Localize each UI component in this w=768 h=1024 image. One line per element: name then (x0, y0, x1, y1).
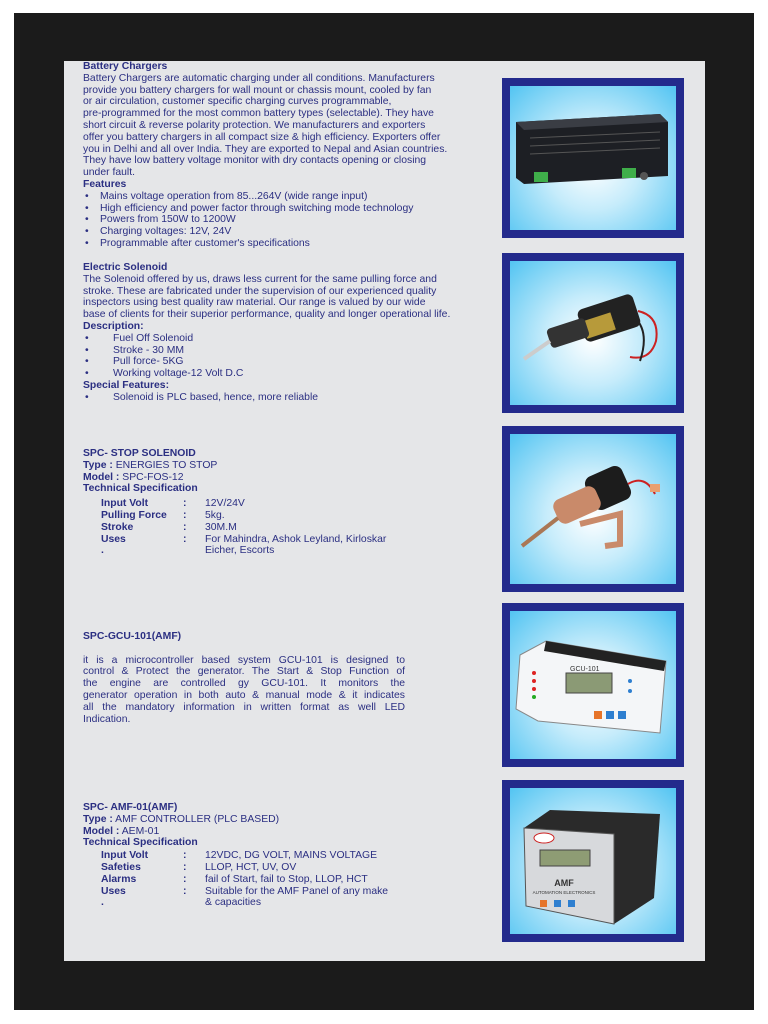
battery-line: offer you battery chargers in all compact size & high efficiency. Exporters offer (83, 131, 441, 143)
gcu-line: Indication. (83, 713, 131, 725)
spec-row: Pulling Force : 5kg. (101, 509, 225, 521)
model-label: Model : (83, 471, 120, 483)
gcu-title: SPC-GCU-101(AMF) (83, 631, 182, 642)
gcu-line: it is a microcontroller based system GCU-101 is designed to (83, 654, 405, 666)
model-label: Model : (83, 825, 120, 837)
amf-panel-sub: AUTOMATION ELECTRONICS (532, 890, 596, 895)
spec-row-continued: . & capacities (101, 897, 262, 909)
description-title: Description: (83, 320, 144, 332)
stop-solenoid-title: SPC- STOP SOLENOID (83, 448, 196, 459)
battery-section (83, 61, 498, 250)
gcu-line: generator operation in both auto & manual mode & it indicates (83, 689, 405, 701)
gcu-line: control & Protect the generator. The Start & Stop Function of (83, 666, 405, 678)
amf-panel-brand: AMF (554, 878, 574, 888)
description-list (83, 333, 498, 380)
list-item: • Solenoid is PLC based, hence, more reliable (83, 392, 498, 404)
list-item: • Programmable after customer's specifications (83, 238, 498, 250)
list-item: • Charging voltages: 12V, 24V (83, 226, 498, 238)
list-item: • Working voltage-12 Volt D.C (83, 368, 498, 380)
spec-row: Safeties : LLOP, HCT, UV, OV (101, 861, 297, 873)
gcu-101-photo (502, 603, 684, 767)
battery-line: you in Delhi and all over India. They are exported to Nepal and Asian countries. (83, 143, 448, 155)
battery-line: under fault. (83, 167, 135, 179)
list-item: • Pull force- 5KG (83, 356, 498, 368)
amf-section (83, 802, 498, 909)
spec-row: Uses : Suitable for the AMF Panel of any make (101, 885, 389, 897)
battery-line: provide you battery chargers for wall mount or chassis mount, cooled by fan (83, 84, 432, 96)
amf-title: SPC- AMF-01(AMF) (83, 802, 178, 813)
model-value: SPC-FOS-12 (122, 471, 184, 483)
spec-row: Alarms : fail of Start, fail to Stop, LLOP, HCT (101, 873, 368, 885)
solenoid-title: Electric Solenoid (83, 262, 168, 273)
battery-line: or air circulation, customer specific charging curves programmable, (83, 96, 392, 108)
battery-line: Battery Chargers are automatic charging under all conditions. Manufacturers (83, 72, 435, 84)
spec-row: Stroke : 30M.M (101, 521, 237, 533)
spec-row: Uses : For Mahindra, Ashok Leyland, Kirloskar (101, 533, 387, 545)
special-features-title: Special Features: (83, 379, 170, 391)
electric-solenoid-photo (502, 253, 684, 413)
list-item: • Mains voltage operation from 85...264V (wide range input) (83, 191, 498, 203)
battery-title: Battery Chargers (83, 61, 168, 72)
spec-title: Technical Specification (83, 837, 198, 849)
battery-line: pre-programmed for the most common battery types (selectable). They have (83, 108, 434, 120)
spec-row-continued: . Eicher, Escorts (101, 545, 275, 557)
solenoid-line: inspectors using best quality raw material. Our range is valued by our wide (83, 297, 426, 309)
amf-controller-photo (502, 780, 684, 942)
spec-title: Technical Specification (83, 483, 198, 495)
list-item: • Powers from 150W to 1200W (83, 214, 498, 226)
type-label: Type : (83, 813, 113, 825)
gcu-line: all the mandatory information in written format as well LED (83, 701, 405, 713)
features-title: Features (83, 178, 127, 190)
gcu-line: the engine are controlled gy GCU-101. It monitors the (83, 678, 405, 690)
list-item: • High efficiency and power factor through switching mode technology (83, 203, 498, 215)
solenoid-line: The Solenoid offered by us, draws less current for the same pulling force and (83, 273, 437, 285)
solenoid-line: stroke. These are fabricated under the supervision of our experienced quality (83, 285, 437, 297)
battery-line: They have low battery voltage monitor with dry contacts opening or closing (83, 155, 427, 167)
solenoid-section (83, 262, 498, 404)
special-features-list (83, 392, 498, 404)
gcu-panel-label: GCU-101 (570, 666, 600, 673)
solenoid-line: base of clients for their superior performance, quality and longer operational life. (83, 309, 451, 321)
type-label: Type : (83, 459, 113, 471)
features-list (83, 191, 498, 250)
spec-row: Input Volt : 12VDC, DG VOLT, MAINS VOLTAGE (101, 850, 378, 862)
spec-row: Input Volt : 12V/24V (101, 498, 245, 510)
battery-charger-photo (502, 78, 684, 238)
type-value: AMF CONTROLLER (PLC BASED) (115, 813, 280, 825)
stop-solenoid-photo (502, 426, 684, 592)
type-value: ENERGIES TO STOP (115, 459, 218, 471)
stop-solenoid-section (83, 448, 498, 557)
battery-line: short circuit & reverse polarity protection. We manufacturers and exporters (83, 119, 426, 131)
list-item: • Stroke - 30 MM (83, 345, 498, 357)
list-item: • Fuel Off Solenoid (83, 333, 498, 345)
model-value: AEM-01 (121, 825, 160, 837)
gcu-section (83, 631, 498, 725)
